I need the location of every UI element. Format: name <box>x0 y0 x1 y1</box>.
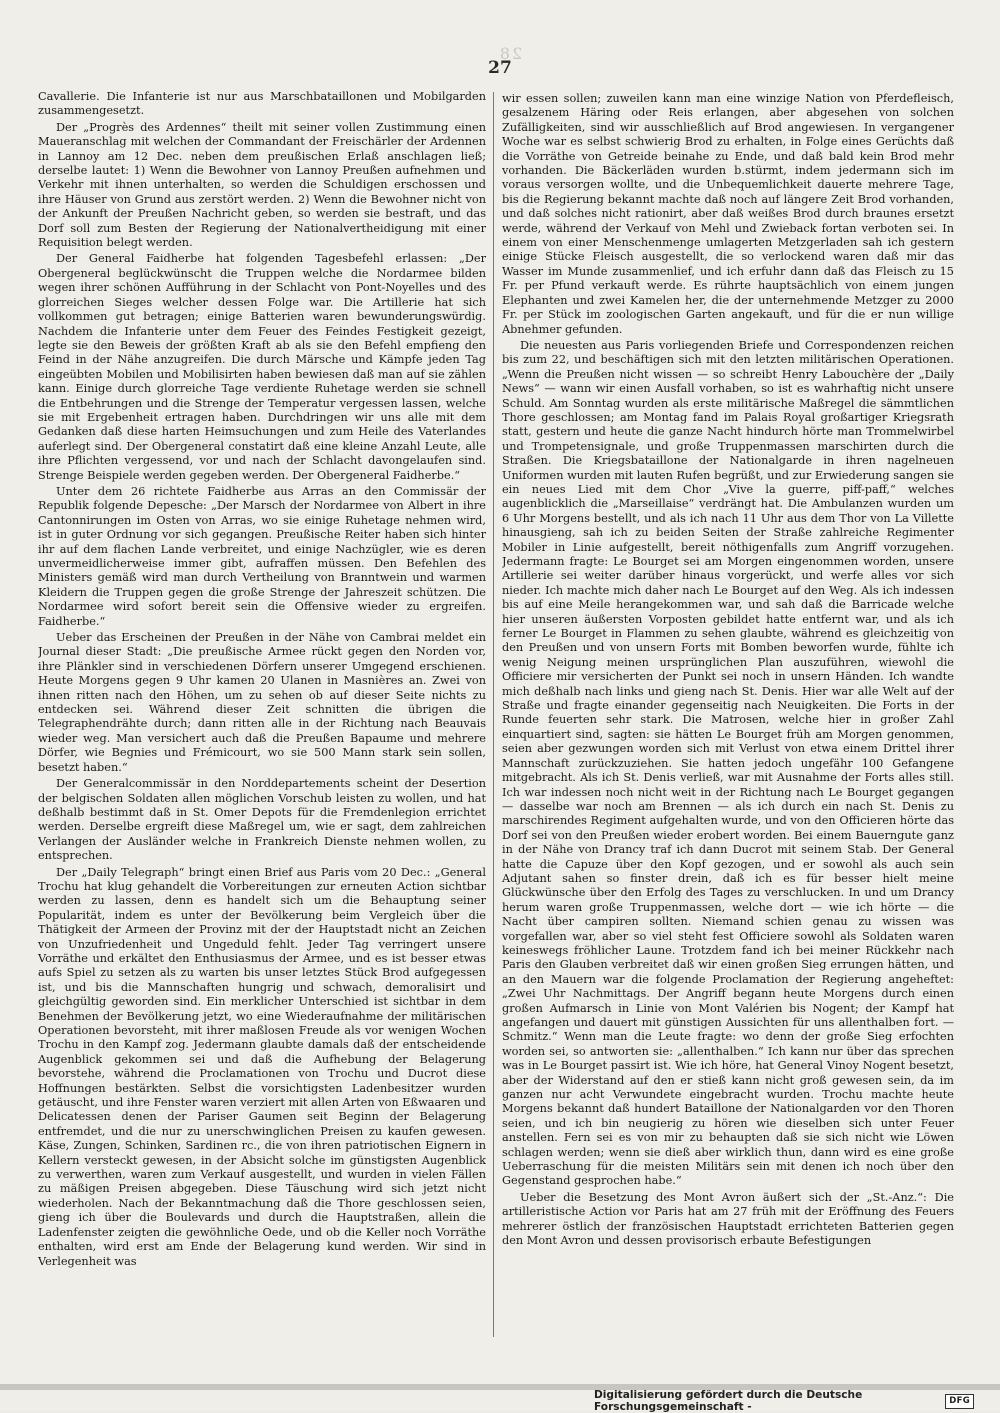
article-paragraph: wir essen sollen; zuweilen kann man eine winzige Nation von Pferdefleisch, gesalzenem Häring oder Reis erlangen, aber abgesehen von solchen Zufälligkeiten, sind wir ausschließlich auf Brod angewiesen. In vergangener Woche war es selbst schwierig Brod zu erhalten, in Folge eines Gerüchts daß die Vorräthe von Getreide beinahe zu Ende, und daß bald kein Brod mehr vorhanden. Die Bäckerläden wurden b.stürmt, indem jedermann sich im voraus versorgen wollte, und die Unbequemlichkeit dauerte mehrere Tage, bis die Regierung bekannt machte daß noch auf längere Zeit Brod vorhanden, und daß solches nicht rationirt, aber daß weißes Brod durch braunes ersetzt werde, während der Verkauf von Mehl und Zwieback fortan verboten sei. In einem von einer Menschenmenge umlagerten Metzgerladen sah ich gestern einige Stücke Fleisch ausgestellt, die so verlockend waren daß mir das Wasser im Munde zusammenlief, und ich erfuhr dann daß das Fleisch zu 15 Fr. per Pfund verkauft werde. Es rührte hauptsächlich von einem jungen Elephanten und zwei Kamelen her, die der unternehmende Metzger zu 2000 Fr. per Stück im zoologischen Garten angekauft, und für die er nun willige Abnehmer gefunden. <box>502 92 954 336</box>
article-paragraph: Ueber das Erscheinen der Preußen in der Nähe von Cambrai meldet ein Journal dieser Stadt: „Die preußische Armee rückt gegen den Norden vor, ihre Plänkler sind in verschiedenen Dörfern unserer Umgegend erschienen. Heute Morgens gegen 9 Uhr kamen 20 Ulanen in Masnières an. Zwei von ihnen ritten nach den Höhen, um zu sehen ob auf dieser Seite nichts zu entdecken sei. Während dieser Zeit schnitten die übrigen die Telegraphendrähte durch; dann ritten alle in der Richtung nach Beauvais wieder weg. Man versichert auch daß die Preußen Bapaume und mehrere Dörfer, wie Begnies und Frémicourt, wo sie 500 Mann stark sein sollen, besetzt haben.“ <box>38 631 486 774</box>
article-paragraph: Der „Progrès des Ardennes“ theilt mit seiner vollen Zustimmung einen Maueranschlag mit welchen der Commandant der Freischärler der Ardennen in Lannoy am 12 Dec. neben dem preußischen Erlaß anschlagen ließ; derselbe lautet: 1) Wenn die Bewohner von Lannoy Preußen aufnehmen und Verkehr mit ihnen unterhalten, so werden die Schuldigen erschossen und ihre Häuser von Grund aus zerstört werden. 2) Wenn die Bewohner nicht von der Ankunft der Preußen Nachricht geben, so werden sie bestraft, und das Dorf soll zum Besten der Regierung der Nationalvertheidigung mit einer Requisition belegt werden. <box>38 120 486 250</box>
article-paragraph: Ueber die Besetzung des Mont Avron äußert sich der „St.-Anz.“: Die artilleristische Action vor Paris hat am 27 früh mit der Eröffnung des Feuers mehrerer östlich der französischen Hauptstadt errichteten Batterien gegen den Mont Avron und dessen provisorisch erbaute Befestigungen <box>502 1190 954 1248</box>
column-divider <box>493 92 494 1337</box>
article-paragraph: Unter dem 26 richtete Faidherbe aus Arras an den Commissär der Republik folgende Depesche: „Der Marsch der Nordarmee von Albert in ihre Cantonnirungen im Osten von Arras, wo sie einige Ruhetage nehmen wird, ist in guter Ordnung vor sich gegangen. Preußische Reiter haben sich hinter ihr auf dem flachen Lande verbreitet, und einige Nachzügler, wie es deren unvermeidlicherweise immer gibt, aufraffen müssen. Den Befehlen des Ministers gemäß wird man durch Vertheilung von Branntwein und warmen Kleidern die Truppen gegen die große Strenge der Jahreszeit schützen. Die Nordarmee wird sofort bereit sein die Offensive wieder zu ergreifen. Faidherbe.“ <box>38 484 486 628</box>
article-paragraph: Die neuesten aus Paris vorliegenden Briefe und Correspondenzen reichen bis zum 22, und beschäftigen sich mit den letzten militärischen Operationen. „Wenn die Preußen nicht wissen — so schreibt Henry Labouchère der „Daily News“ — wann wir einen Ausfall vorhaben, so ist es wahrhaftig nicht unsere Schuld. Am Sonntag wurden als erste militärische Maßregel die sämmtlichen Thore geschlossen; am Montag fand im Palais Royal großartiger Kriegsrath statt, gestern und heute die ganze Nacht hindurch hörte man Trommelwirbel und Trompetensignale, und große Truppenmassen marschirten durch die Straßen. Die Kriegsbataillone der Nationalgarde in ihren nagelneuen Uniformen wurden mit lauten Rufen begrüßt, und zur Erwiederung sangen sie ein neues Lied mit dem Chor „Vive la guerre, piff-paff,“ welches augenblicklich die „Marseillaise“ verdrängt hat. Die Ambulanzen wurden um 6 Uhr Morgens bestellt, und als ich nach 11 Uhr aus dem Thor von La Villette hinausgieng, sah ich zu beiden Seiten der Straße zahlreiche Regimenter Mobiler in Linie aufgestellt, bereit nöthigenfalls zum Angriff vorzugehen. Jedermann fragte: Le Bourget sei am Morgen eingenommen worden, unsere Artillerie sei weiter darüber hinaus vorgerückt, und werfe alles vor sich nieder. Ich machte mich daher nach Le Bourget auf den Weg. Als ich indessen bis auf eine Meile herangekommen war, und sah daß die Barricade welche hier unseren äußersten Vorposten gebildet hatte entfernt war, und als ich ferner Le Bourget in Flammen zu sehen glaubte, während es gleichzeitig von den Preußen und von unsern Forts mit Bomben beworfen wurde, fühlte ich wenig Neigung meinen ursprünglichen Plan auszuführen, wiewohl die Officiere mir versicherten der Punkt sei noch in unsern Händen. Ich wandte mich deßhalb nach links und gieng nach St. Denis. Hier war alle Welt auf der Straße und fragte einander gegenseitig nach Neuigkeiten. Die Forts in der Runde feuerten sehr stark. Die Matrosen, welche hier in großer Zahl einquartiert sind, sagten: sie hätten Le Bourget früh am Morgen genommen, seien aber gezwungen worden sich mit Verlust von etwa einem Drittel ihrer Mannschaft zurückzuziehen. Sie hatten jedoch ungefähr 100 Gefangene mitgebracht. Als ich St. Denis verließ, war mit Ausnahme der Forts alles still. Ich war indessen noch nicht weit in der Richtung nach Le Bourget gegangen — dasselbe war noch am Brennen — als ich durch ein nach St. Denis zu marschirendes Regiment aufgehalten wurde, und von den Officieren hörte das Dorf sei von den Preußen wieder erobert worden. Bei einem Bauerngute ganz in der Nähe von Drancy traf ich dann Ducrot mit seinem Stab. Der General hatte die Capuze über den Kopf gezogen, und er sowohl als auch sein Adjutant sahen so finster drein, daß ich es für besser hielt meine Glückwünsche über den Erfolg des Tages zu verschlucken. In und um Drancy herum waren große Truppenmassen, welche dort — wie ich hörte — die Nacht über campiren sollten. Niemand schien genau zu wissen was vorgefallen war, aber so viel steht fest Officiere sowohl als Soldaten waren keineswegs fröhlicher Laune. Trotzdem fand ich bei meiner Rückkehr nach Paris den Glauben verbreitet daß wir einen großen Sieg errungen hätten, und an den Mauern war die folgende Proclamation der Regierung angeheftet: „Zwei Uhr Nachmittags. Der Angriff begann heute Morgens durch einen großen Aufmarsch in Linie von Mont Valérien bis Nogent; der Kampf hat angefangen und dauert mit günstigen Aussichten für uns allenthalben fort. — Schmitz.“ Wenn man die Leute fragte: wo denn der große Sieg erfochten worden sei, so antworten sie: „allenthalben.“ Ich kann nur über das sprechen was in Le Bourget passirt ist. Wie ich höre, hat General Vinoy Nogent besetzt, aber der Widerstand auf den er stieß kann nicht groß gewesen sein, da im ganzen nur acht Verwundete eingebracht wurden. Trochu machte heute Morgens bekannt daß hundert Bataillone der Nationalgarden vor den Thoren seien, und ich bin neugierig zu hören wie dieselben sich unter Feuer anstellen. Fern sei es von mir zu behaupten daß sie sich nicht wie Löwen schlagen werden; wenn sie dieß aber wirklich thun, dann wird es eine große Ueberraschung für die meisten Militärs sein mit denen ich noch über den Gegenstand gesprochen habe.“ <box>502 338 954 1188</box>
page-number: 27 <box>488 58 512 78</box>
digitization-footer <box>594 1389 974 1413</box>
bleed-through-page-number: 28 <box>497 44 523 63</box>
dfg-logo: DFG <box>945 1394 974 1409</box>
article-paragraph: Der Generalcommissär in den Norddepartements scheint der Desertion der belgischen Soldaten allen möglichen Vorschub leisten zu wollen, und hat deßhalb bestimmt daß in St. Omer Depots für die Fremdenlegion errichtet werden. Derselbe ergreift diese Maßregel um, wie er sagt, dem zahlreichen Verlangen der Ausländer welche in Frankreich Dienste nehmen wollen, zu entsprechen. <box>38 777 486 863</box>
article-paragraph: Cavallerie. Die Infanterie ist nur aus Marschbataillonen und Mobilgarden zusammengesetzt. <box>38 90 486 118</box>
left-column <box>38 90 486 1340</box>
article-paragraph: Der „Daily Telegraph“ bringt einen Brief aus Paris vom 20 Dec.: „General Trochu hat klug gehandelt die Vorbereitungen zur erneuten Action sichtbar werden zu lassen, denn es handelt sich um die Behauptung seiner Popularität, indem es unter der Bevölkerung beim Vergleich über die Thätigkeit der Armeen der Provinz mit der der Hauptstadt nicht an Zeichen von Unzufriedenheit und Ungeduld fehlt. Jeder Tag verringert unsere Vorräthe und erkältet den Enthusiasmus der Armee, und es ist besser etwas aufs Spiel zu setzen als zu warten bis unser letztes Stück Brod aufgegessen ist, und bis die Mannschaften hungrig und schwach, demoralisirt und gleichgültig geworden sind. Ein merklicher Unterschied ist sichtbar in dem Benehmen der Bevölkerung jetzt, wo eine Wiederaufnahme der militärischen Operationen bevorsteht, mit ihrer maßlosen Freude als vor wenigen Wochen Trochu in den Kampf zog. Jedermann glaubte damals daß der entscheidende Augenblick gekommen sei und daß die Aufhebung der Belagerung bevorstehe, während die Proclamationen von Trochu und Ducrot diese Hoffnungen bestärkten. Selbst die vorsichtigsten Ladenbesitzer wurden getäuscht, und ihre Fenster waren verziert mit allen Arten von Eßwaaren und Delicatessen denen der Pariser Gaumen seit Beginn der Belagerung entfremdet, und die nur zu unerschwinglichen Preisen zu kaufen gewesen. Käse, Zungen, Schinken, Sardinen rc., die von ihren patriotischen Eignern in Kellern versteckt gewesen, in der Absicht solche im günstigsten Augenblick zu verwerthen, waren zum Verkauf ausgestellt, und wurden in vielen Fällen zu mäßigen Preisen abgegeben. Diese Täuschung wird sich jetzt nicht wiederholen. Nach der Bekanntmachung daß die Thore geschlossen seien, gieng ich über die Boulevards und durch die Hauptstraßen, allein die Ladenfenster zeigten die gewöhnliche Oede, und ob die Keller noch Vorräthe enthalten, wird erst am Ende der Belagerung kund werden. Wir sind in Verlegenheit was <box>38 865 486 1268</box>
funding-credit: Digitalisierung gefördert durch die Deutsche Forschungsgemeinschaft - <box>594 1389 863 1413</box>
article-paragraph: Der General Faidherbe hat folgenden Tagesbefehl erlassen: „Der Obergeneral beglückwünscht die Truppen welche die Nordarmee bilden wegen ihrer schönen Aufführung in der Schlacht von Pont-Noyelles und des glorreichen Sieges welcher dessen Folge war. Die Artillerie hat sich vollkommen gut betragen; einige Batterien waren bewunderungswürdig. Nachdem die Infanterie unter dem Feuer des Feindes Festigkeit gezeigt, legte sie den Beweis der größten Kraft ab als sie den Befehl empfieng den Feind in der Nähe anzugreifen. Die durch Märsche und Kämpfe jeden Tag eingeübten Mobilen und Mobilisirten haben bewiesen daß man auf sie zählen kann. Einige durch glorreiche Tage verdiente Ruhetage werden sie schnell die Entbehrungen und die Strenge der Temperatur vergessen lassen, welche sie mit Ergebenheit ertragen haben. Durchdringen wir uns alle mit dem Gedanken daß diese harten Heimsuchungen und zum Heile des Vaterlandes auferlegt sind. Der Obergeneral constatirt daß eine kleine Anzahl Leute, alle ihre Pflichten vergessend, vor und nach der Schlacht davongelaufen sind. Strenge Beispiele werden gegeben werden. Der Obergeneral Faidherbe.“ <box>38 252 486 482</box>
right-column <box>502 92 954 1342</box>
